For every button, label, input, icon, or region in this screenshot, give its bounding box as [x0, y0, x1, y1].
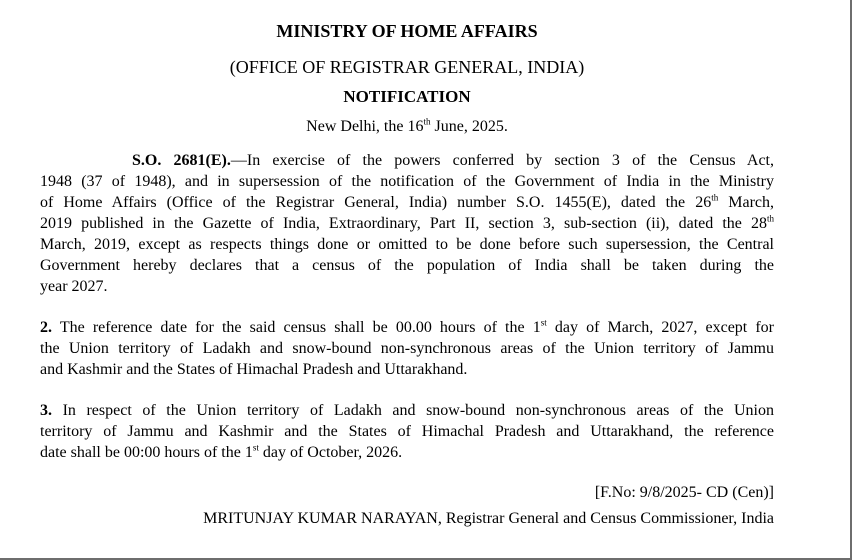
para2-number: 2.	[40, 319, 52, 336]
para3-line-1: 3. In respect of the Union territory of Ladakh and snow-bound non-synchronous areas of the Union	[40, 402, 774, 419]
office-heading: (OFFICE OF REGISTRAR GENERAL, INDIA)	[229, 57, 585, 77]
para1-line-1: S.O. 2681(E).—In exercise of the powers conferred by section 3 of the Census Act,	[132, 152, 775, 169]
para1-line-4: 2019 published in the Gazette of India, Extraordinary, Part II, section 3, sub-section (ii), dated the 28th	[40, 213, 774, 232]
para1-line-5: March, 2019, except as respects things done or omitted to be done before such supersession, the Central	[40, 236, 774, 253]
signatory-line: MRITUNJAY KUMAR NARAYAN, Registrar General and Census Commissioner, India	[203, 510, 774, 527]
para2-line-2: the Union territory of Ladakh and snow-bound non-synchronous areas of the Union territory of Jammu	[40, 340, 774, 357]
para2-line-3: and Kashmir and the States of Himachal Pradesh and Uttarakhand.	[40, 361, 468, 378]
notification-heading: NOTIFICATION	[343, 87, 471, 106]
place-date-line	[40, 117, 774, 137]
so-number: S.O. 2681(E).	[132, 152, 231, 169]
para2-line-1: 2. The reference date for the said census shall be 00.00 hours of the 1st day of March, 2027, except for	[40, 317, 775, 336]
place-date-ordinal: th	[423, 116, 431, 127]
paragraph-2	[40, 317, 774, 380]
place-date-suffix: June, 2025.	[430, 118, 508, 135]
para1-line-3: of Home Affairs (Office of the Registrar General, India) number S.O. 1455(E), dated the 26th March,	[40, 192, 775, 211]
para3-line-3: date shall be 00:00 hours of the 1st day of October, 2026.	[40, 442, 403, 461]
para3-number: 3.	[40, 402, 52, 419]
paragraph-3	[40, 400, 774, 463]
file-number: [F.No: 9/8/2025- CD (Cen)]	[594, 484, 774, 501]
para1-line-6: Government hereby declares that a census of the population of India shall be taken during the	[40, 257, 774, 274]
ministry-heading: MINISTRY OF HOME AFFAIRS	[276, 21, 538, 41]
para1-line-7: year 2027.	[40, 278, 108, 295]
para1-line-2: 1948 (37 of 1948), and in supersession of the notification of the Government of India in the Ministry	[40, 173, 774, 190]
paragraph-1	[40, 150, 774, 297]
para3-line-2: territory of Jammu and Kashmir and the States of Himachal Pradesh and Uttarakhand, the reference	[40, 423, 774, 440]
place-date-prefix: New Delhi, the 16	[306, 118, 424, 135]
